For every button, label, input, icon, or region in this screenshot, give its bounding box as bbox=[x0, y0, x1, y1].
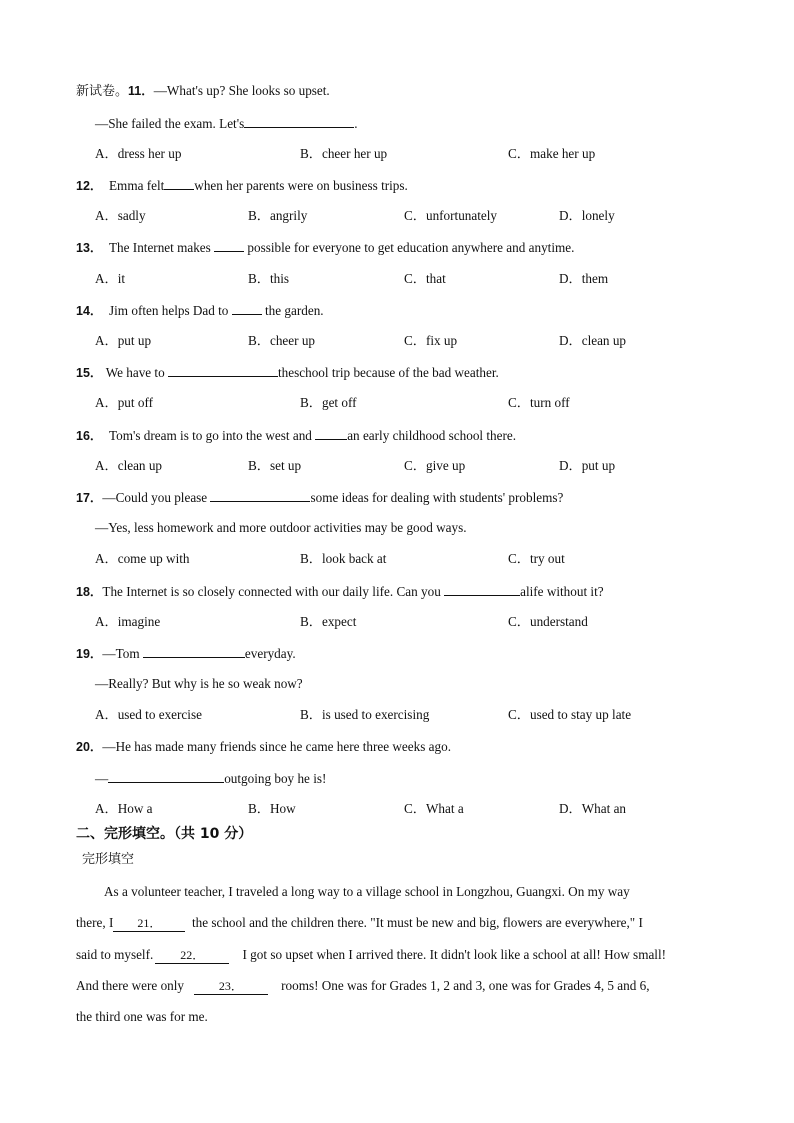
option-12-b: B．angrily bbox=[248, 208, 308, 223]
question-17-text-2: some ideas for dealing with students' problems? bbox=[310, 490, 564, 505]
passage-line-2 bbox=[76, 915, 643, 932]
cloze-blank-22: 22． bbox=[155, 947, 229, 964]
option-16-b: B．set up bbox=[248, 458, 302, 473]
answer-blank bbox=[214, 239, 244, 252]
question-13-text-2: possible for everyone to get education anywhere and anytime. bbox=[247, 240, 575, 255]
question-12-text-2: when her parents were on business trips. bbox=[194, 178, 408, 193]
question-20 bbox=[76, 739, 451, 755]
option-15-a: A．put off bbox=[95, 395, 153, 410]
question-18-text-2: alife without it? bbox=[520, 584, 604, 599]
question-13-number: 13． bbox=[76, 241, 103, 255]
question-17-number: 17． bbox=[76, 491, 103, 505]
passage-line-1: As a volunteer teacher, I traveled a long way to a village school in Longzhou, Guangxi. On my way bbox=[104, 884, 630, 899]
passage-text: there, I bbox=[76, 915, 114, 930]
question-11-number: 11． bbox=[128, 84, 154, 98]
question-19-number: 19． bbox=[76, 647, 103, 661]
question-11 bbox=[76, 83, 330, 100]
option-13-c: C．that bbox=[404, 271, 446, 286]
option-12-a: A．sadly bbox=[95, 208, 146, 223]
passage-text: rooms! One was for Grades 1, 2 and 3, one was for Grades 4, 5 and 6, bbox=[281, 978, 650, 993]
option-17-a: A．come up with bbox=[95, 551, 190, 566]
answer-blank bbox=[168, 364, 278, 377]
option-11-c: C．make her up bbox=[508, 146, 596, 161]
question-11-text-2: —She failed the exam. Let's bbox=[95, 116, 245, 131]
question-14-text: Jim often helps Dad to bbox=[109, 303, 229, 318]
option-18-c: C．understand bbox=[508, 614, 588, 629]
option-17-c: C．try out bbox=[508, 551, 565, 566]
question-13 bbox=[76, 239, 574, 256]
question-15 bbox=[76, 364, 499, 381]
question-15-text-2: theschool trip because of the bad weather. bbox=[278, 365, 499, 380]
question-11-prefix: 新试卷。 bbox=[76, 84, 129, 99]
answer-blank bbox=[232, 302, 262, 315]
passage-text: And there were only bbox=[76, 978, 185, 993]
option-14-d: D．clean up bbox=[559, 333, 627, 348]
option-16-a: A．clean up bbox=[95, 458, 163, 473]
question-18-number: 18． bbox=[76, 585, 103, 599]
question-14-number: 14． bbox=[76, 304, 103, 318]
passage-text: said to myself. bbox=[76, 947, 154, 962]
question-13-text: The Internet makes bbox=[109, 240, 211, 255]
answer-blank bbox=[444, 583, 520, 596]
question-20-line2 bbox=[95, 770, 326, 787]
passage-line-3 bbox=[76, 947, 666, 964]
question-16 bbox=[76, 427, 516, 444]
question-20-number: 20． bbox=[76, 740, 103, 754]
question-16-text-2: an early childhood school there. bbox=[347, 428, 517, 443]
option-19-b: B．is used to exercising bbox=[300, 707, 430, 722]
question-17 bbox=[76, 489, 563, 506]
question-11-line2 bbox=[95, 115, 358, 132]
section-2-title: 二、完形填空。（共 10 分） bbox=[76, 826, 253, 842]
question-14-text-2: the garden. bbox=[265, 303, 324, 318]
option-13-b: B．this bbox=[248, 271, 290, 286]
answer-blank bbox=[143, 645, 245, 658]
question-15-number: 15． bbox=[76, 366, 103, 380]
passage-text: the school and the children there. "It must be new and big, flowers are everywhere," I bbox=[191, 915, 643, 930]
answer-blank bbox=[210, 489, 310, 502]
question-17-line2: —Yes, less homework and more outdoor activities may be good ways. bbox=[95, 520, 467, 535]
passage-line-5: the third one was for me. bbox=[76, 1009, 208, 1024]
option-14-c: C．fix up bbox=[404, 333, 458, 348]
option-13-d: D．them bbox=[559, 271, 609, 286]
option-17-b: B．look back at bbox=[300, 551, 387, 566]
question-16-text: Tom's dream is to go into the west and bbox=[109, 428, 312, 443]
option-20-a: A．How a bbox=[95, 801, 153, 816]
question-14 bbox=[76, 302, 324, 319]
option-12-d: D．lonely bbox=[559, 208, 615, 223]
option-11-a: A．dress her up bbox=[95, 146, 182, 161]
question-12-number: 12． bbox=[76, 179, 103, 193]
question-17-text: —Could you please bbox=[102, 490, 208, 505]
answer-blank bbox=[164, 177, 194, 190]
question-20-text: —He has made many friends since he came here three weeks ago. bbox=[102, 739, 451, 754]
question-18-text: The Internet is so closely connected with our daily life. Can you bbox=[102, 584, 441, 599]
question-15-text: We have to bbox=[105, 365, 165, 380]
option-16-d: D．put up bbox=[559, 458, 616, 473]
question-19 bbox=[76, 645, 296, 662]
option-14-a: A．put up bbox=[95, 333, 152, 348]
question-19-text-2: everyday. bbox=[244, 646, 296, 661]
option-19-c: C．used to stay up late bbox=[508, 707, 632, 722]
answer-blank bbox=[315, 427, 347, 440]
option-18-a: A．imagine bbox=[95, 614, 161, 629]
question-20-text-2: — bbox=[95, 771, 109, 786]
option-12-c: C．unfortunately bbox=[404, 208, 498, 223]
question-11-text: —What's up? She looks so upset. bbox=[153, 83, 330, 98]
option-16-c: C．give up bbox=[404, 458, 466, 473]
section-2-subtitle: 完形填空 bbox=[82, 852, 135, 867]
answer-blank bbox=[244, 115, 354, 128]
question-18 bbox=[76, 583, 604, 600]
cloze-blank-21: 21． bbox=[113, 915, 185, 932]
question-12-text: Emma felt bbox=[109, 178, 165, 193]
option-20-c: C．What a bbox=[404, 801, 464, 816]
question-12 bbox=[76, 177, 408, 194]
option-15-c: C．turn off bbox=[508, 395, 570, 410]
option-18-b: B．expect bbox=[300, 614, 357, 629]
option-15-b: B．get off bbox=[300, 395, 357, 410]
option-20-b: B．How bbox=[248, 801, 296, 816]
question-19-text: —Tom bbox=[102, 646, 140, 661]
option-19-a: A．used to exercise bbox=[95, 707, 202, 722]
option-14-b: B．cheer up bbox=[248, 333, 316, 348]
question-16-number: 16． bbox=[76, 429, 103, 443]
question-19-line2: —Really? But why is he so weak now? bbox=[95, 676, 303, 691]
question-11-text-3: . bbox=[354, 116, 358, 131]
question-20-text-3: outgoing boy he is! bbox=[224, 771, 327, 786]
passage-line-4 bbox=[76, 978, 650, 995]
option-20-d: D．What an bbox=[559, 801, 627, 816]
passage-text: I got so upset when I arrived there. It didn't look like a school at all! How small! bbox=[242, 947, 667, 962]
answer-blank bbox=[108, 770, 224, 783]
option-11-b: B．cheer her up bbox=[300, 146, 388, 161]
option-13-a: A．it bbox=[95, 271, 126, 286]
cloze-blank-23: 23． bbox=[194, 978, 268, 995]
